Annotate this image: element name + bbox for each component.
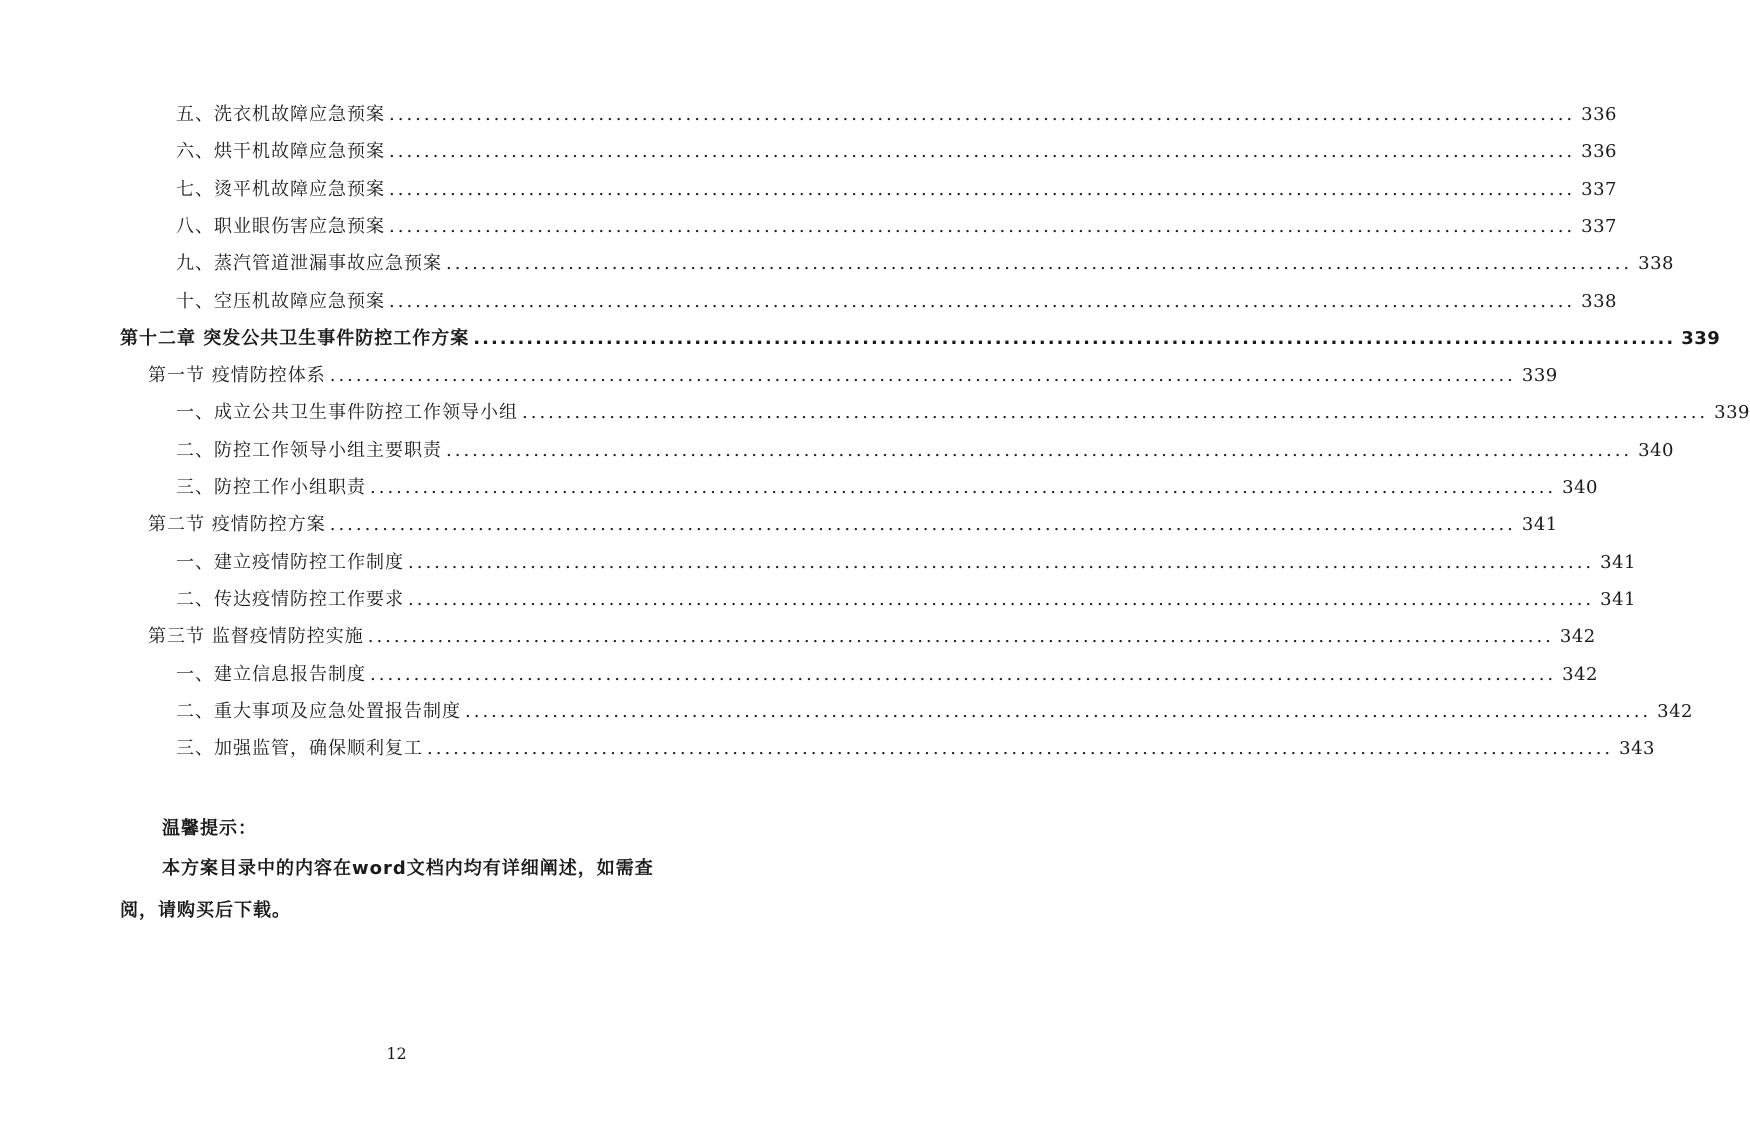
- toc-entry-title: 九、蒸汽管道泄漏事故应急预案: [176, 253, 442, 275]
- toc-entry-page: 340: [1562, 477, 1599, 498]
- toc-entry[interactable]: [148, 622, 1596, 652]
- toc-entry-page: 340: [1638, 439, 1675, 461]
- toc-entry[interactable]: [176, 137, 1618, 167]
- dot-leader: [427, 734, 1613, 764]
- toc-entry-page: 341: [1521, 514, 1558, 536]
- dot-leader: [389, 175, 1575, 205]
- toc-entry-page: 342: [1562, 663, 1599, 685]
- toc-entry[interactable]: [176, 697, 1694, 727]
- dot-leader: [370, 660, 1556, 690]
- dot-leader: [330, 510, 1516, 540]
- toc-entry[interactable]: [176, 473, 1599, 503]
- toc-entry-page: 342: [1559, 626, 1596, 648]
- toc-entry-title: 第十二章 突发公共卫生事件防控工作方案: [120, 327, 470, 349]
- dot-leader: [408, 548, 1594, 578]
- toc-entry[interactable]: [148, 361, 1558, 391]
- dot-leader: [389, 137, 1575, 167]
- toc-entry-page: 336: [1581, 141, 1618, 163]
- dot-leader: [446, 436, 1632, 466]
- dot-leader: [465, 697, 1651, 727]
- toc-entry[interactable]: [176, 100, 1618, 130]
- toc-entry-page: 339: [1521, 365, 1558, 387]
- note-title: 温馨提示：: [162, 818, 257, 839]
- toc-entry-page: 338: [1581, 290, 1618, 312]
- dot-leader: [522, 398, 1708, 428]
- toc-entry-title: 一、建立疫情防控工作制度: [176, 551, 404, 573]
- dot-leader: [408, 585, 1594, 615]
- toc-entry-page: 336: [1581, 104, 1618, 125]
- dot-leader: [370, 473, 1556, 503]
- toc-entry[interactable]: [176, 398, 1750, 428]
- page-number: 12: [386, 1044, 407, 1063]
- toc-entry-page: 342: [1657, 700, 1694, 722]
- toc-entry-page: 341: [1600, 588, 1637, 610]
- dot-leader: [389, 287, 1575, 317]
- toc-entry-page: 341: [1600, 551, 1637, 573]
- toc-entry-title: 一、成立公共卫生事件防控工作领导小组: [176, 402, 518, 424]
- toc-entry-title: 二、传达疫情防控工作要求: [176, 588, 404, 610]
- toc-entry[interactable]: [176, 175, 1618, 205]
- toc-entry[interactable]: [176, 436, 1675, 466]
- toc-entry-title: 二、重大事项及应急处置报告制度: [176, 700, 461, 722]
- toc-entry-title: 第一节 疫情防控体系: [148, 365, 326, 387]
- toc-entry-title: 七、烫平机故障应急预案: [176, 178, 385, 200]
- toc-entry-page: 339: [1714, 402, 1750, 424]
- toc-entry[interactable]: [176, 548, 1637, 578]
- note-body: 本方案目录中的内容在word文档内均有详细阐述，如需查阅，请购买后下载。: [120, 858, 654, 921]
- toc-entry[interactable]: [176, 734, 1656, 764]
- toc-entry-title: 三、防控工作小组职责: [176, 477, 366, 498]
- toc-entry-title: 第二节 疫情防控方案: [148, 514, 326, 536]
- toc-entry-page: 338: [1638, 253, 1675, 275]
- toc-entry-title: 六、烘干机故障应急预案: [176, 141, 385, 163]
- toc-entry[interactable]: [176, 585, 1637, 615]
- toc-entry-page: 337: [1581, 178, 1618, 200]
- dot-leader: [473, 324, 1675, 354]
- toc-entry[interactable]: [176, 212, 1618, 242]
- toc-entry-title: 十、空压机故障应急预案: [176, 290, 385, 312]
- dot-leader: [389, 100, 1575, 130]
- toc-entry[interactable]: [176, 249, 1675, 279]
- dot-leader: [330, 361, 1516, 391]
- toc-entry-title: 八、职业眼伤害应急预案: [176, 215, 385, 237]
- toc-entry-title: 二、防控工作领导小组主要职责: [176, 439, 442, 461]
- toc-entry[interactable]: [120, 324, 1721, 354]
- dot-leader: [389, 212, 1575, 242]
- toc-entry[interactable]: [148, 510, 1558, 540]
- toc-entry-page: 337: [1581, 215, 1618, 237]
- toc-entry-title: 第三节 监督疫情防控实施: [148, 626, 364, 648]
- toc-entry-page: 343: [1619, 738, 1656, 760]
- toc-entry-title: 五、洗衣机故障应急预案: [176, 104, 385, 125]
- toc-entry-title: 三、加强监管，确保顺利复工: [176, 738, 423, 760]
- dot-leader: [368, 622, 1554, 652]
- toc-entry-page: 339: [1681, 327, 1721, 349]
- toc-entry[interactable]: [176, 660, 1599, 690]
- toc-entry[interactable]: [176, 287, 1618, 317]
- dot-leader: [446, 249, 1632, 279]
- toc-entry-title: 一、建立信息报告制度: [176, 663, 366, 685]
